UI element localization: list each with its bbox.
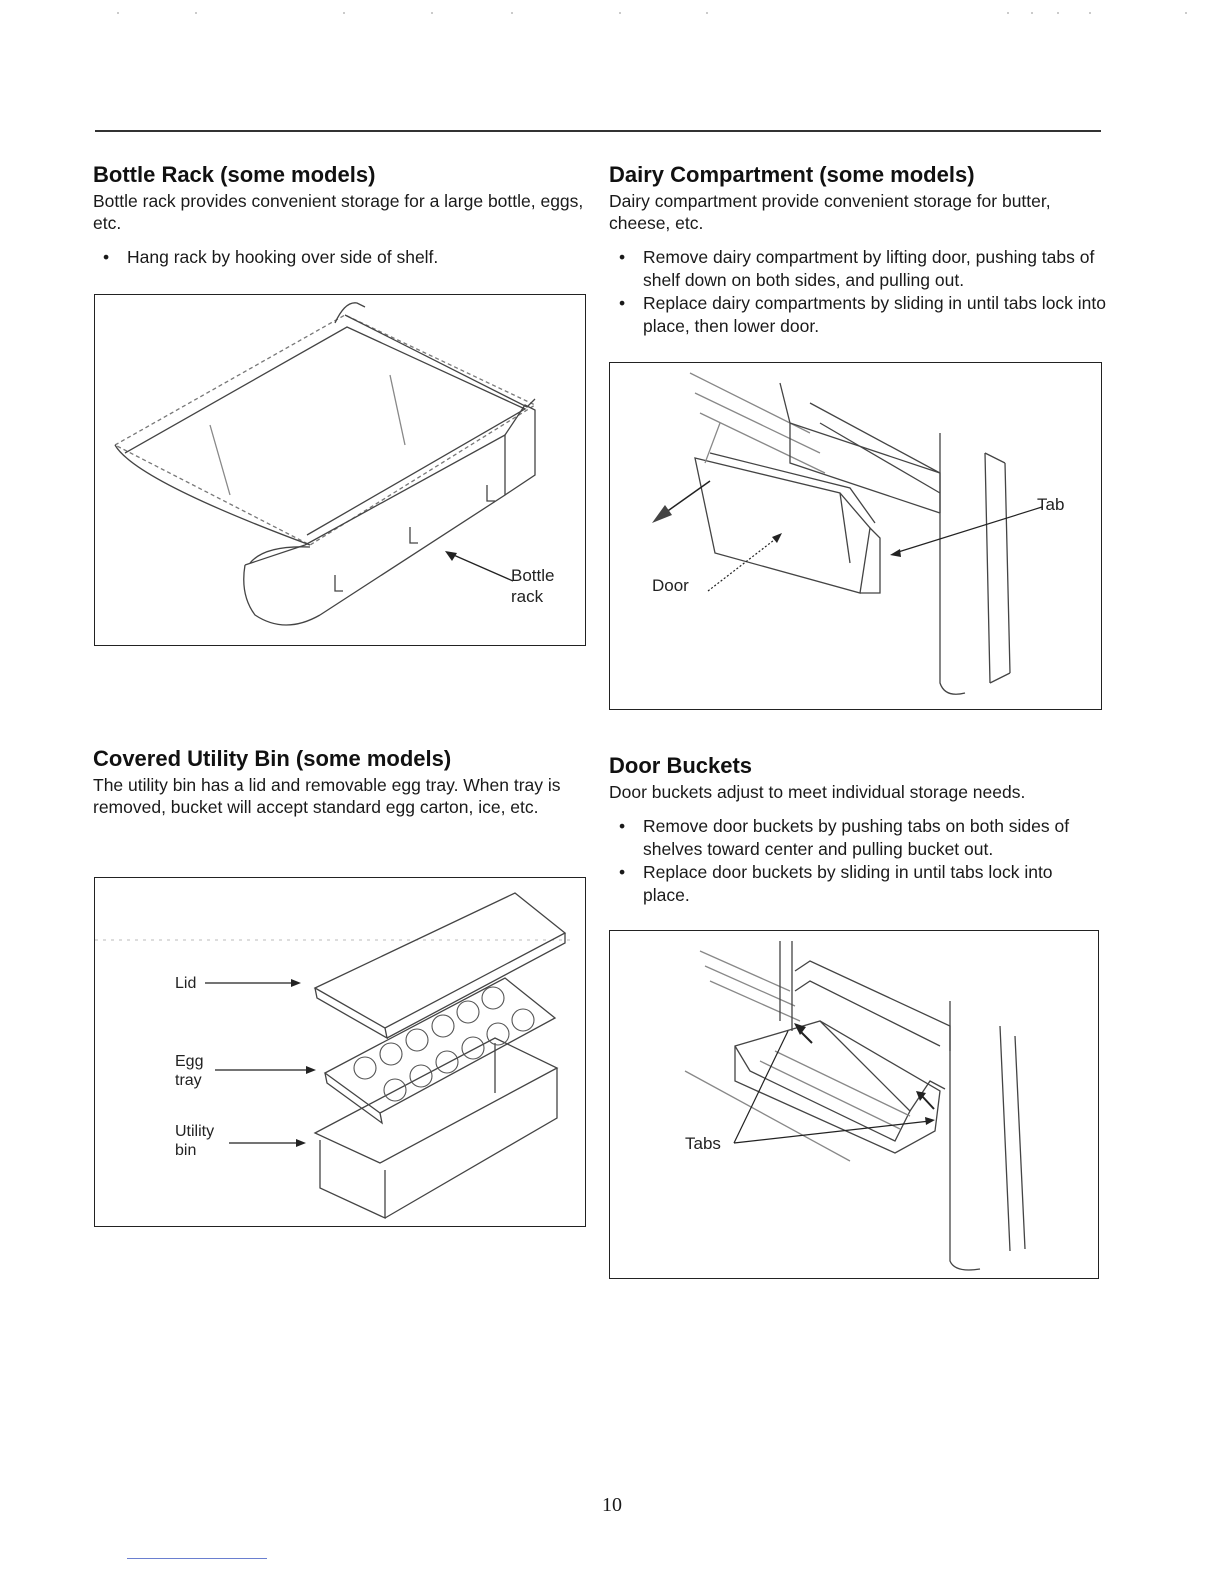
dairy-bullet: • Remove dairy compartment by lifting door, pushing tabs of shelf down on both sides, and pulling out. [609, 246, 1109, 292]
lid-label: Lid [175, 975, 197, 992]
bottle-rack-label [511, 565, 554, 607]
egg-tray-label-line1: Egg [175, 1053, 204, 1070]
door-buckets-heading: Door Buckets [609, 753, 753, 778]
dairy-figure [609, 362, 1102, 710]
bottle-rack-bullets [93, 246, 593, 269]
bottom-line [127, 1558, 267, 1559]
egg-tray-label [175, 1052, 203, 1090]
door-buckets-text: Door buckets adjust to meet individual storage needs. [609, 782, 1026, 802]
utility-bin-label-line1: Utility [175, 1123, 215, 1140]
bottle-rack-text: Bottle rack provides convenient storage for a large bottle, eggs, etc. [93, 191, 584, 233]
utility-bin-label-line2: bin [175, 1142, 197, 1159]
top-rule [95, 130, 1101, 132]
dairy-door-label: Door [652, 576, 689, 595]
utility-bin-heading: Covered Utility Bin (some models) [93, 746, 452, 771]
bottle-rack-label-line1: Bottle [511, 566, 555, 585]
dairy-section [609, 162, 1109, 338]
utility-bin-label [175, 1122, 214, 1160]
bottle-rack-arrow [449, 553, 513, 581]
door-buckets-bullet: • Replace door buckets by sliding in until tabs lock into place. [609, 861, 1104, 907]
dairy-bullet: • Replace dairy compartments by sliding in until tabs lock into place, then lower door. [609, 292, 1109, 338]
dairy-tab-label: Tab [1037, 495, 1065, 514]
door-buckets-figure [609, 930, 1099, 1279]
dairy-text: Dairy compartment provide convenient storage for butter, cheese, etc. [609, 191, 1051, 233]
utility-bin-illustration [95, 878, 585, 1226]
page-number: 10 [602, 1494, 622, 1516]
utility-bin-figure [94, 877, 586, 1227]
bottle-rack-bullet: • Hang rack by hooking over side of shelf. [93, 246, 593, 269]
utility-bin-section [93, 746, 588, 818]
dairy-heading: Dairy Compartment (some models) [609, 162, 975, 187]
door-buckets-section [609, 753, 1104, 907]
utility-bin-text: The utility bin has a lid and removable egg tray. When tray is removed, bucket will accept standard egg carton, ice, etc. [93, 775, 561, 817]
bottle-rack-label-line2: rack [511, 587, 544, 606]
door-buckets-bullet: • Remove door buckets by pushing tabs on both sides of shelves toward center and pulling bucket out. [609, 815, 1104, 861]
bottle-rack-section [93, 162, 593, 269]
scan-specks [0, 8, 1224, 18]
door-buckets-illustration [610, 931, 1098, 1278]
door-buckets-bullets [609, 815, 1104, 907]
bottle-rack-figure [94, 294, 586, 646]
bottle-rack-heading: Bottle Rack (some models) [93, 162, 376, 187]
dairy-bullets [609, 246, 1109, 338]
egg-tray-label-line2: tray [175, 1072, 202, 1089]
door-buckets-tabs-label: Tabs [685, 1134, 721, 1153]
dairy-illustration [610, 363, 1101, 709]
